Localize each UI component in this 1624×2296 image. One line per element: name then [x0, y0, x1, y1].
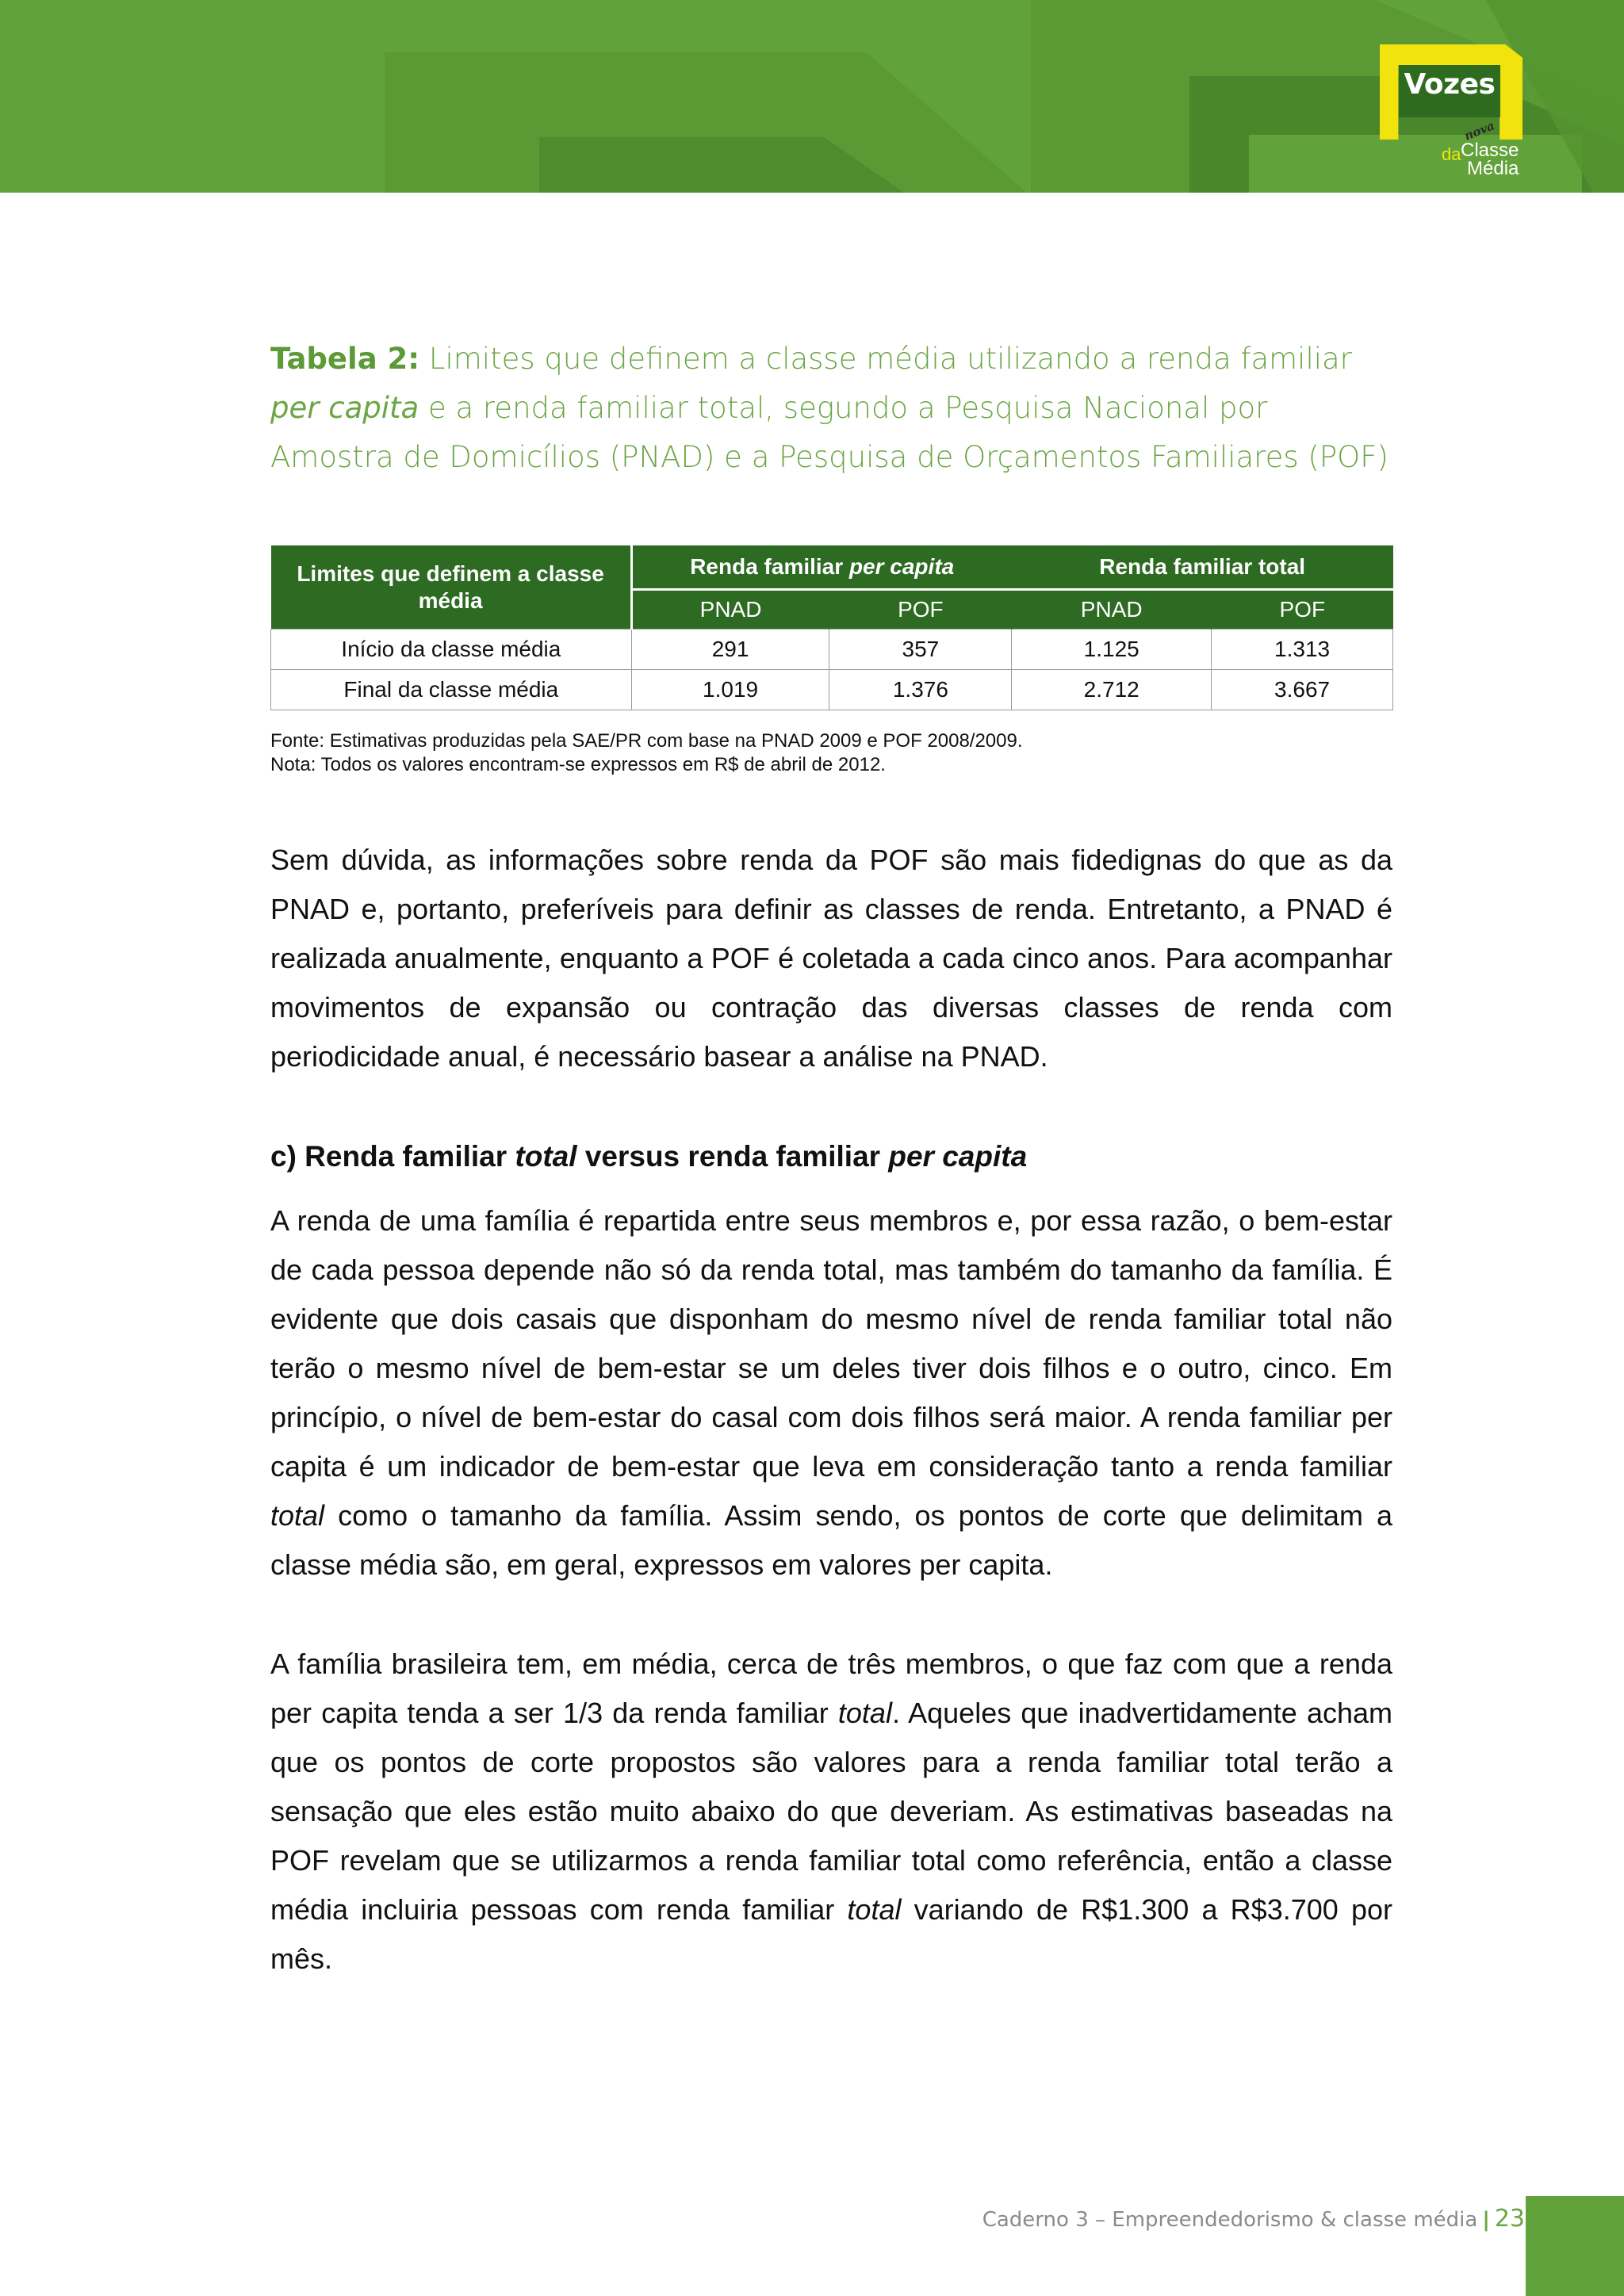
- heading-text-italic: per capita: [888, 1140, 1028, 1173]
- paragraph-text: variando de R$1.300 a R$3.700 por mês.: [270, 1893, 1393, 1975]
- group-header-total: Renda familiar total: [1012, 545, 1393, 590]
- section-heading: [270, 1132, 1392, 1181]
- values-note: Nota: Todos os valores encontram-se expressos em R$ de abril de 2012.: [270, 754, 886, 775]
- table-caption: [270, 335, 1396, 482]
- heading-text-italic: total: [515, 1140, 577, 1173]
- group-header-text-italic: per capita: [848, 554, 955, 579]
- table-cell: 1.376: [829, 670, 1012, 710]
- page-number: 23: [1494, 2205, 1525, 2233]
- table-cell: 1.019: [631, 670, 829, 710]
- table-cell: 291: [631, 629, 829, 670]
- heading-text: versus renda familiar: [576, 1140, 889, 1173]
- table-row: [271, 629, 1393, 670]
- table-cell: 3.667: [1212, 670, 1393, 710]
- caption-label: Tabela 2:: [270, 342, 420, 376]
- source-note: Fonte: Estimativas produzidas pela SAE/PR com base na PNAD 2009 e POF 2008/2009.: [270, 730, 1023, 752]
- paragraph: [270, 1640, 1392, 1984]
- paragraph-text-italic: total: [270, 1499, 325, 1532]
- logo-da-text: da: [1442, 144, 1461, 164]
- subheader-cell: PNAD: [631, 590, 829, 629]
- table-cell: 2.712: [1012, 670, 1212, 710]
- logo-media-text: Média: [1467, 158, 1519, 179]
- footer-separator: |: [1482, 2208, 1490, 2232]
- paragraph-text-italic: total: [837, 1697, 892, 1729]
- table-notes: [270, 729, 1396, 777]
- heading-text: c) Renda familiar: [270, 1140, 515, 1173]
- caption-text-italic: per capita: [270, 391, 419, 425]
- paragraph-text: . Aqueles que inadvertidamente acham que os pontos de corte propostos são valores para a renda familiar total terão a sensação que eles estão muito abaixo do que deveriam. As estimativas baseadas na POF revelam que se utilizarmos a renda familiar total como referência, então a classe média incluiria pessoas com renda familiar: [270, 1697, 1392, 1926]
- footer-corner-block: [1526, 2196, 1624, 2296]
- subheader-cell: POF: [829, 590, 1012, 629]
- paragraph-text: A renda de uma família é repartida entre seus membros e, por essa razão, o bem-estar de cada pessoa depende não só da renda total, mas também do tamanho da família. É evidente que dois casais que disponham do mesmo nível de renda familiar total não terão o mesmo nível de bem-estar se um deles tiver dois filhos e o outro, cinco. Em princípio, o nível de bem-estar do casal com dois filhos será maior. A renda familiar per capita é um indicador de bem-estar que leva em consideração tanto a renda familiar: [270, 1204, 1392, 1483]
- header-banner: [0, 0, 1624, 193]
- subheader-cell: POF: [1212, 590, 1393, 629]
- table-cell: 1.313: [1212, 629, 1393, 670]
- footer-title: Caderno 3 – Empreendedorismo & classe média: [982, 2208, 1478, 2232]
- paragraph-text-italic: total: [847, 1893, 902, 1926]
- paragraph: [270, 1196, 1392, 1590]
- caption-text: e a renda familiar total, segundo a Pesquisa Nacional por Amostra de Domicílios (PNAD) e a Pesquisa de Orçamentos Familiares (POF): [270, 391, 1388, 474]
- row-header-cell: Limites que definem a classe média: [271, 545, 632, 629]
- vozes-logo: [1380, 44, 1524, 184]
- table-row: [271, 670, 1393, 710]
- caption-text: Limites que definem a classe média utilizando a renda familiar: [419, 342, 1352, 376]
- table-cell: 357: [829, 629, 1012, 670]
- paragraph: Sem dúvida, as informações sobre renda da POF são mais fidedignas do que as da PNAD e, portanto, preferíveis para definir as classes de renda. Entretanto, a PNAD é realizada anualmente, enquanto a POF é coletada a cada cinco anos. Para acompanhar movimentos de expansão ou contração das diversas classes de renda com periodicidade anual, é necessário basear a análise na PNAD.: [270, 844, 1392, 1073]
- page-footer: [982, 2201, 1525, 2238]
- income-limits-table: [270, 545, 1393, 710]
- row-label: Final da classe média: [271, 670, 632, 710]
- logo-nova-text: nova: [1462, 118, 1497, 144]
- group-header-per-capita: [631, 545, 1012, 590]
- subheader-cell: PNAD: [1012, 590, 1212, 629]
- group-header-text: Renda familiar: [690, 554, 849, 579]
- row-label: Início da classe média: [271, 629, 632, 670]
- logo-vozes-text: Vozes: [1404, 68, 1496, 101]
- logo-classe-text: Classe: [1461, 140, 1519, 161]
- paragraph-text: A família brasileira tem, em média, cerca de três membros, o que faz com que a renda per capita tenda a ser 1/3 da renda familiar: [270, 1647, 1392, 1729]
- paragraph-text: como o tamanho da família. Assim sendo, os pontos de corte que delimitam a classe média são, em geral, expressos em valores per capita.: [270, 1499, 1392, 1581]
- table-cell: 1.125: [1012, 629, 1212, 670]
